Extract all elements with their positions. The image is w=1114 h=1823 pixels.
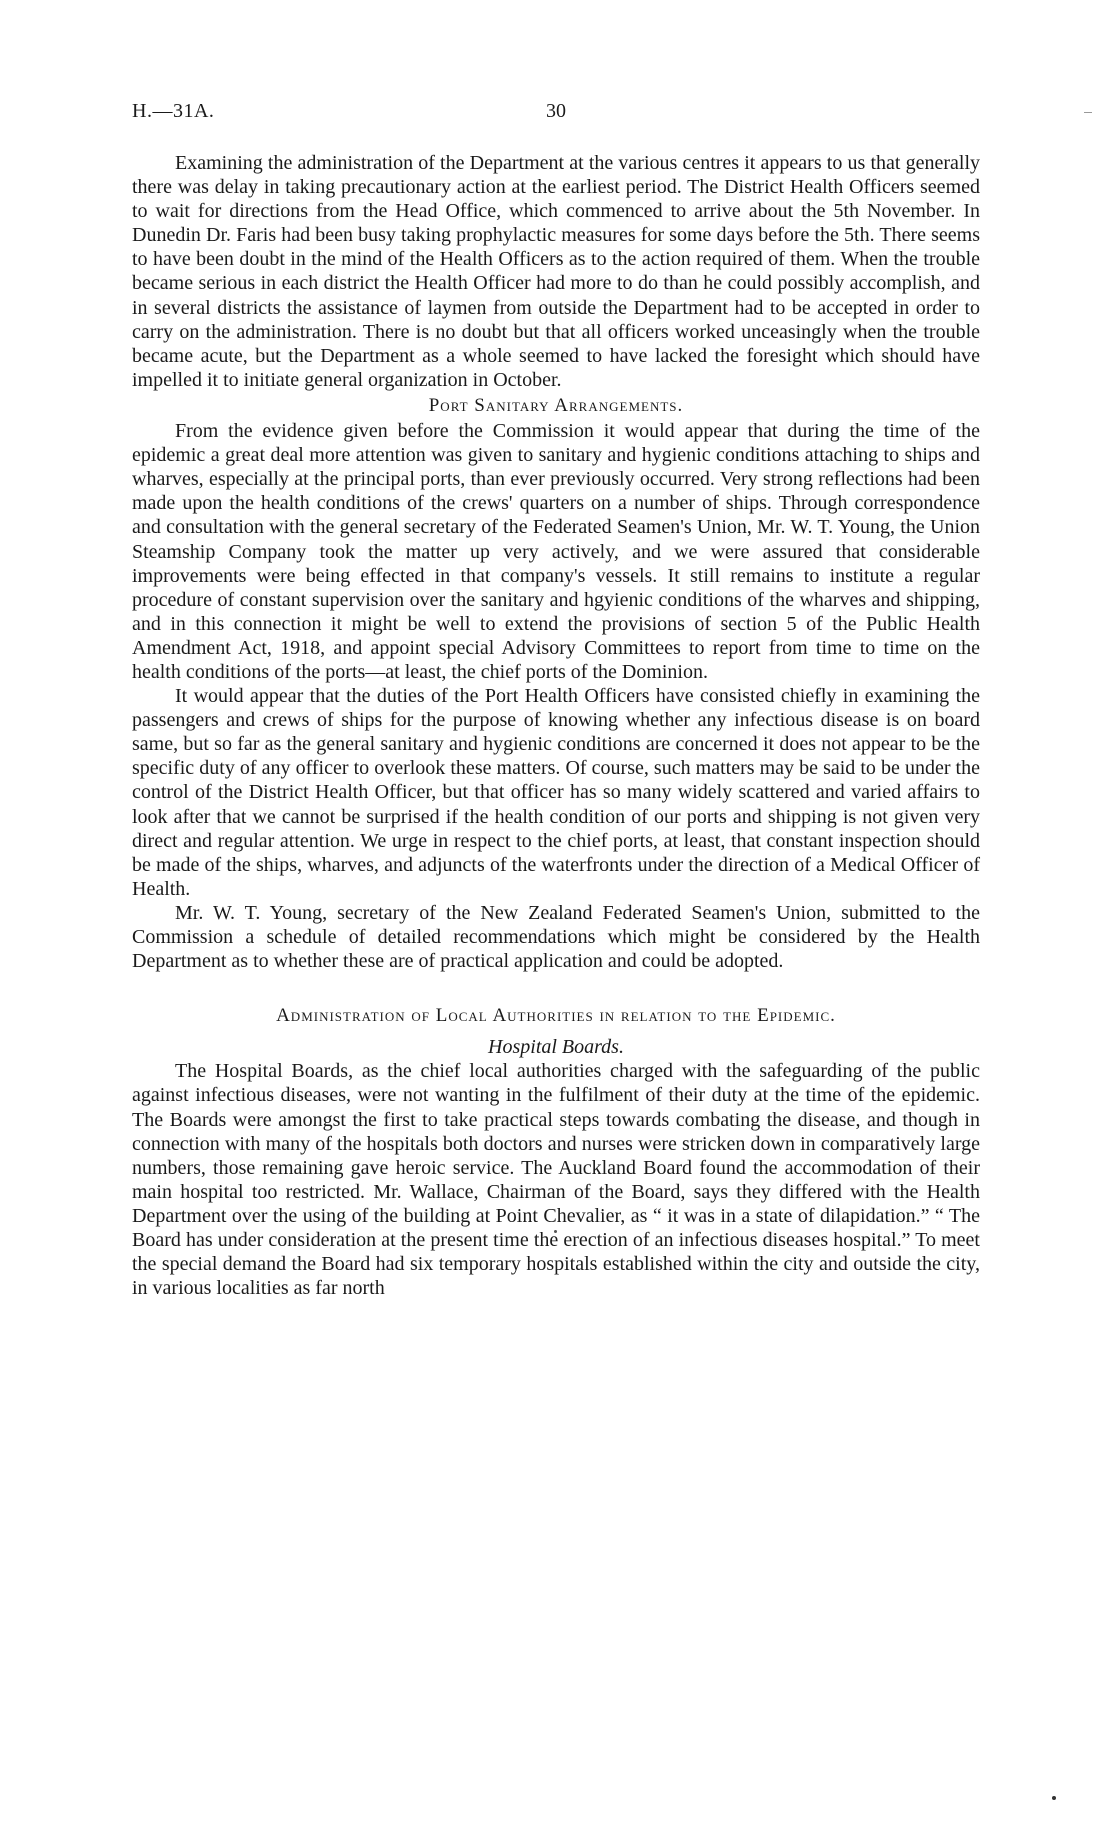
hospital-boards-subheading: Hospital Boards.	[488, 1036, 624, 1059]
port-paragraph-2: It would appear that the duties of the Port Health Officers have consisted chiefly in examining the passengers and crews of ships for the purpose of knowing whether any infectious disease is on board same, but so far as the general sanitary and hygienic conditions are concerned it does not appear to be the specific duty of any officer to overlook these matters. Of course, such matters may be said to be under the control of the District Health Officer, but that officer has so many widely scattered and varied affairs to look after that we cannot be surprised if the health condition of our ports and shipping is not given very direct and regular attention. We urge in respect to the chief ports, at least, that constant inspection should be made of the ships, wharves, and adjuncts of the waterfronts under the direction of a Medical Officer of Health.	[132, 685, 980, 900]
margin-dot	[1052, 1796, 1056, 1800]
intro-paragraph: Examining the administration of the Department at the various centres it appears to us that generally there was delay in taking precautionary action at the earliest period. The District Health Officers seemed to wait for directions from the Head Office, which commenced to arrive about the 5th November. In Dunedin Dr. Faris had been busy taking prophylactic measures for some days before the 5th. There seems to have been doubt in the mind of the Health Officers as to the action required of them. When the trouble became serious in each district the Health Officer had more to do than he could possibly accomplish, and in several districts the assistance of laymen from outside the Department had to be accepted in order to carry on the administration. There is no doubt but that all officers worked unceasingly when the trouble became acute, but the Department as a whole seemed to have lacked the foresight which should have impelled it to initiate general organization in October.	[132, 152, 980, 391]
page-number: 30	[546, 100, 566, 122]
port-sanitary-heading: Port Sanitary Arrangements.	[428, 394, 684, 416]
hospital-paragraph: The Hospital Boards, as the chief local authorities charged with the safeguarding of the public against infectious diseases, were not wanting in the fulfilment of their duty at the time of the epidemic. The Boards were amongst the first to take practical steps towards combating the disease, and though in connection with many of the hospitals both doctors and nurses were stricken down in comparatively large numbers, those remaining gave heroic service. The Auckland Board found the accommodation of their main hospital too restricted. Mr. Wallace, Chairman of the Board, says they differed with the Health Department over the using of the building at Point Chevalier, as “ it was in a state of dilapidation.” “ The Board has under consideration at the present time the erection of an infectious diseases hospital.” To meet the special demand the Board had six temporary hospitals established within the city and outside the city, in various localities as far north	[132, 1060, 980, 1300]
local-authorities-heading: Administration of Local Authorities in relation to the Epidemic.	[276, 1005, 836, 1027]
edge-mark	[1084, 112, 1092, 113]
port-paragraph-1: From the evidence given before the Commission it would appear that during the time of the epidemic a great deal more attention was given to sanitary and hygienic conditions attaching to ships and wharves, especially at the principal ports, than ever previously occurred. Very strong reflections had been made upon the health conditions of the crews' quarters on a number of ships. Through correspondence and consultation with the general secretary of the Federated Seamen's Union, Mr. W. T. Young, the Union Steamship Company took the matter up very actively, and we were assured that considerable improvements were being effected in that company's vessels. It still remains to institute a regular procedure of constant supervision over the sanitary and hgyienic conditions of the wharves and shipping, and in this connection it might be well to extend the provisions of section 5 of the Public Health Amendment Act, 1918, and appoint special Advisory Committees to report from time to time on the health conditions of the ports—at least, the chief ports of the Dominion.	[132, 420, 980, 683]
port-paragraph-3: Mr. W. T. Young, secretary of the New Zealand Federated Seamen's Union, submitted to the Commission a schedule of detailed recommendations which might be considered by the Health Department as to whether these are of practical application and could be adopted.	[132, 901, 980, 973]
document-code: H.—31A.	[132, 100, 215, 122]
body-text	[132, 151, 980, 1300]
page-header	[132, 100, 980, 130]
